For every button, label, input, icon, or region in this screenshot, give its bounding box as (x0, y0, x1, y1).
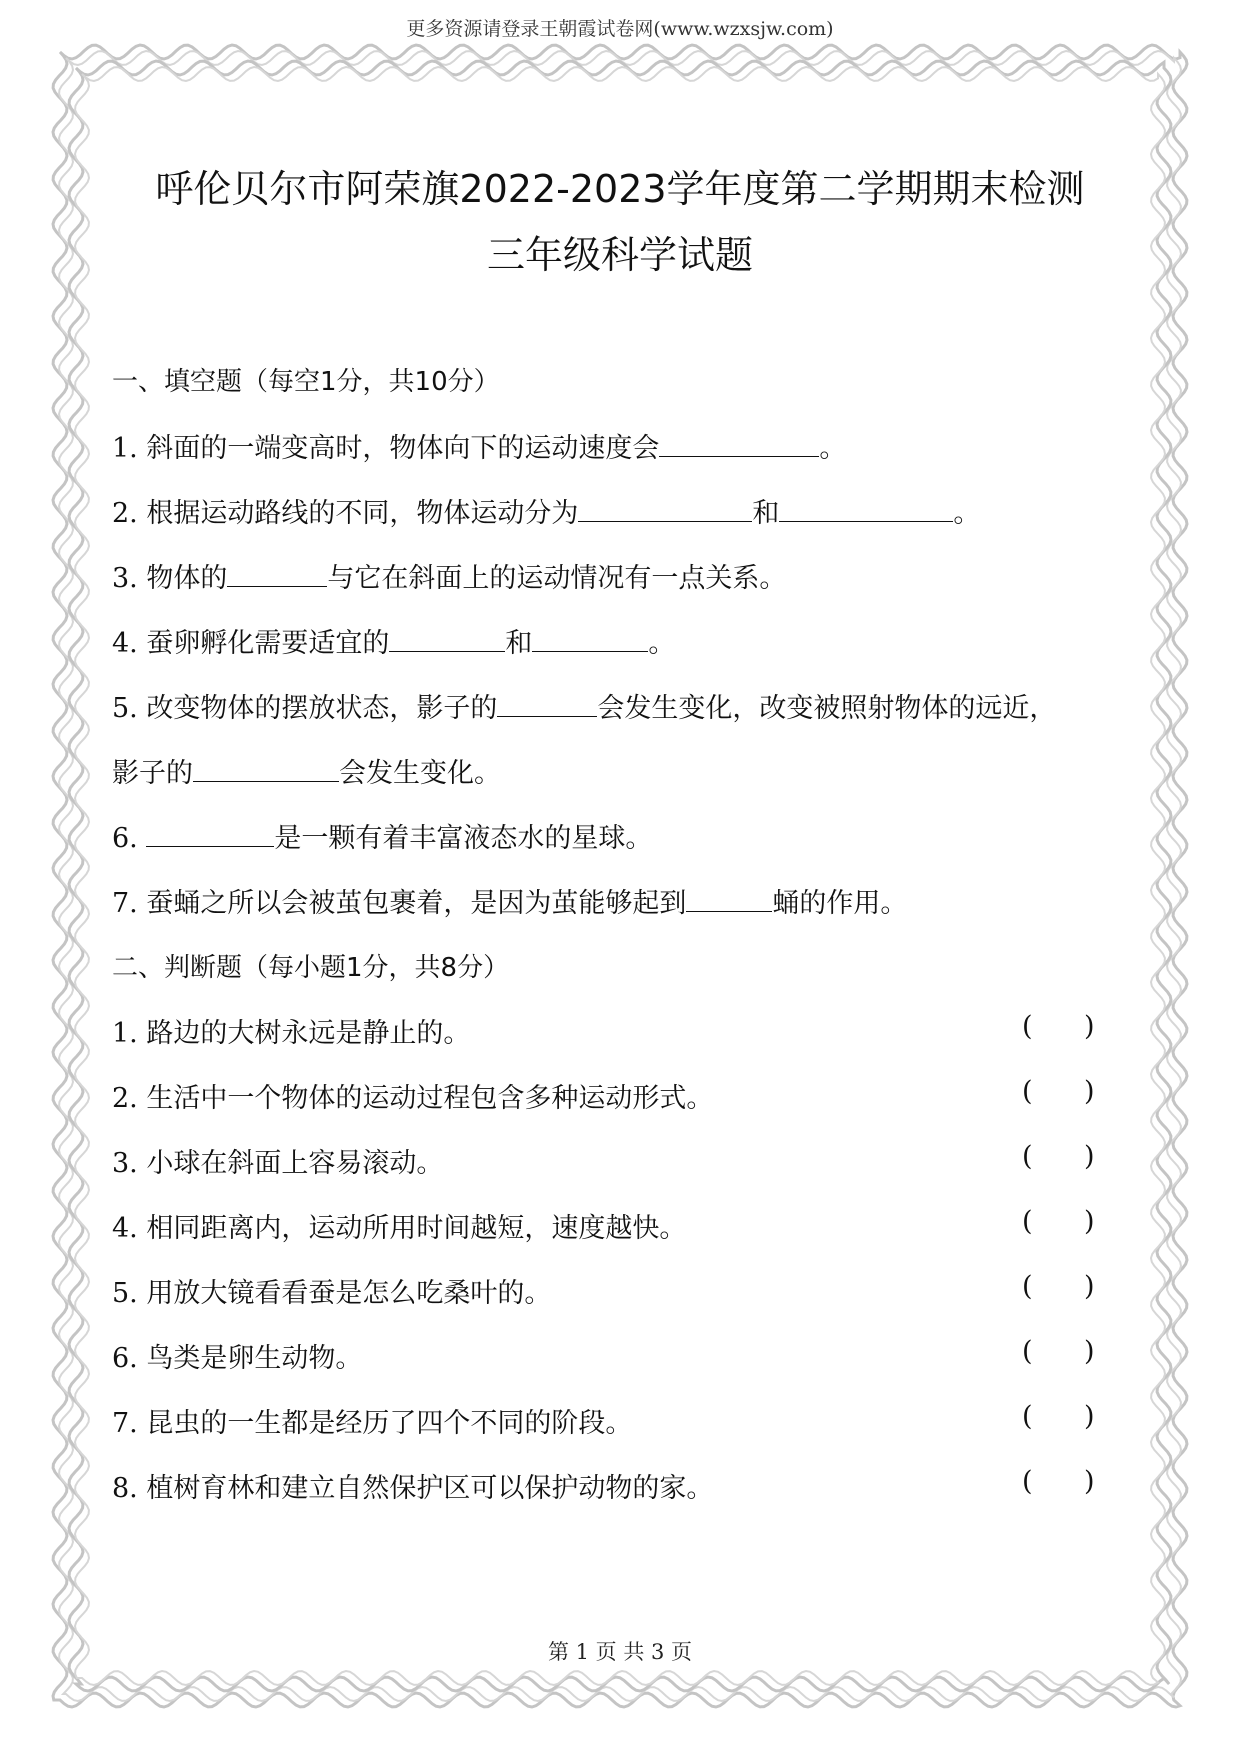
judge-question-3: 3. 小球在斜面上容易滚动。 (112, 1148, 444, 1179)
question-text: 蛹的作用。 (772, 888, 908, 919)
question-text: 与它在斜面上的运动情况有一点关系。 (327, 563, 787, 594)
answer-blank (193, 755, 339, 782)
answer-blank (497, 690, 597, 717)
answer-blank (686, 885, 772, 912)
question-text: 会发生变化。 (339, 758, 501, 789)
fill-question-3 (112, 556, 786, 595)
fill-question-5 (112, 686, 1056, 725)
answer-parentheses: ( ) (1022, 1271, 1095, 1302)
fill-question-4 (112, 621, 675, 660)
answer-parentheses: ( ) (1022, 1401, 1095, 1432)
section-heading-fill-in: 一、填空题（每空1分，共10分） (112, 367, 500, 397)
answer-parentheses: ( ) (1022, 1141, 1095, 1172)
judge-question-5: 5. 用放大镜看看蚕是怎么吃桑叶的。 (112, 1278, 552, 1309)
question-text: 2. 根据运动路线的不同，物体运动分为 (112, 498, 579, 529)
fill-question-5-continued (112, 751, 501, 790)
answer-parentheses: ( ) (1022, 1011, 1095, 1042)
judge-question-8: 8. 植树育林和建立自然保护区可以保护动物的家。 (112, 1473, 714, 1504)
judge-question-6: 6. 鸟类是卵生动物。 (112, 1343, 363, 1374)
fill-question-6 (112, 816, 652, 855)
question-text: 7. 蚕蛹之所以会被茧包裹着，是因为茧能够起到 (112, 888, 687, 919)
judge-question-1: 1. 路边的大树永远是静止的。 (112, 1018, 471, 1049)
answer-parentheses: ( ) (1022, 1466, 1095, 1497)
answer-blank (578, 495, 752, 522)
answer-blank (146, 820, 274, 847)
question-text: 5. 改变物体的摆放状态，影子的 (112, 693, 498, 724)
fill-question-2 (112, 491, 980, 530)
question-text: 。 (819, 433, 847, 464)
answer-blank (532, 625, 648, 652)
answer-blank (227, 560, 327, 587)
section-heading-true-false: 二、判断题（每小题1分，共8分） (112, 953, 510, 983)
page-number: 第 1 页 共 3 页 (547, 1640, 693, 1664)
question-text: 会发生变化，改变被照射物体的远近， (597, 693, 1057, 724)
question-text: 4. 蚕卵孵化需要适宜的 (112, 628, 390, 659)
answer-parentheses: ( ) (1022, 1206, 1095, 1237)
question-text: 是一颗有着丰富液态水的星球。 (274, 823, 653, 854)
question-text: 和 (505, 628, 533, 659)
answer-blank (389, 625, 505, 652)
judge-question-7: 7. 昆虫的一生都是经历了四个不同的阶段。 (112, 1408, 633, 1439)
exam-title: 呼伦贝尔市阿荣旗2022-2023学年度第二学期期末检测 (155, 167, 1085, 211)
question-text: 1. 斜面的一端变高时，物体向下的运动速度会 (112, 433, 660, 464)
fill-question-1 (112, 426, 846, 465)
answer-blank (779, 495, 953, 522)
resource-site-note: 更多资源请登录王朝霞试卷网(www.wzxsjw.com) (406, 18, 834, 40)
answer-parentheses: ( ) (1022, 1336, 1095, 1367)
answer-blank (659, 430, 819, 457)
question-text: 。 (953, 498, 981, 529)
fill-question-7 (112, 881, 907, 920)
judge-question-4: 4. 相同距离内，运动所用时间越短，速度越快。 (112, 1213, 687, 1244)
question-text: 影子的 (112, 758, 193, 789)
question-text: 3. 物体的 (112, 563, 228, 594)
exam-subtitle: 三年级科学试题 (486, 233, 753, 277)
question-text: 和 (752, 498, 780, 529)
question-text: 6. (112, 823, 147, 854)
question-text: 。 (648, 628, 676, 659)
answer-parentheses: ( ) (1022, 1076, 1095, 1107)
judge-question-2: 2. 生活中一个物体的运动过程包含多种运动形式。 (112, 1083, 714, 1114)
